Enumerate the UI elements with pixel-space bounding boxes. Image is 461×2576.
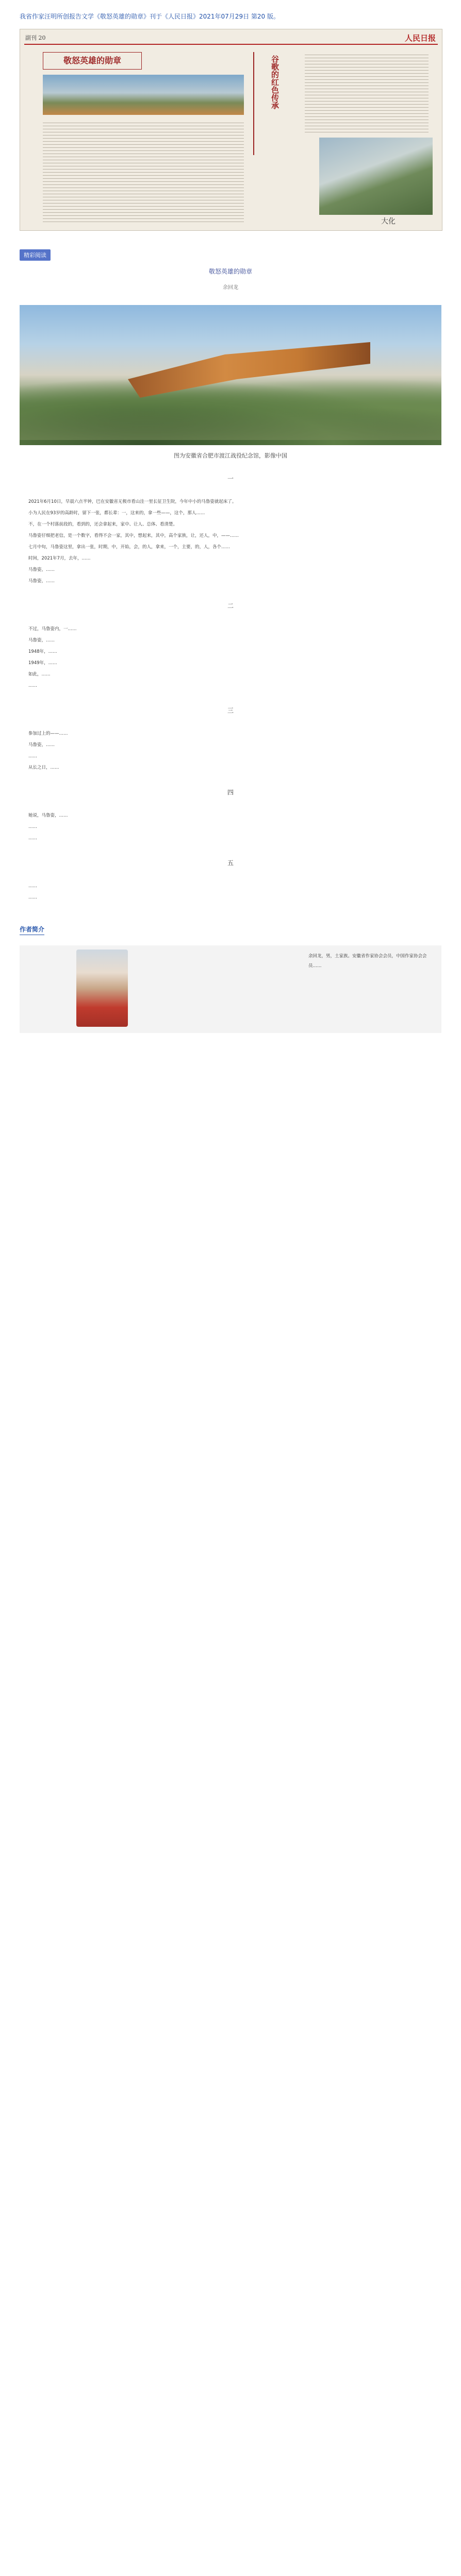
newspaper-photo xyxy=(43,75,244,115)
newspaper-text-block xyxy=(305,52,429,134)
paragraph: 马鲁姿，…… xyxy=(28,567,55,572)
paragraph: …… xyxy=(28,884,37,889)
paragraph: …… xyxy=(28,824,37,829)
paragraph: 从长之日，…… xyxy=(28,765,59,770)
paragraph: 1948年，…… xyxy=(28,649,57,654)
newspaper-name: 人民日报 xyxy=(404,33,436,43)
author-bio: 余回龙，男，土家族。安徽省作家协会会员，中国作家协会会员…… xyxy=(308,954,427,969)
paragraph: 1949年，…… xyxy=(28,660,57,666)
article-title: 敬怒英雄的勋章 xyxy=(208,268,252,275)
section-tag: 精彩阅读 xyxy=(20,249,51,261)
newspaper-thumbnail[interactable] xyxy=(20,29,442,231)
article-section xyxy=(20,880,441,903)
author-intro-tag: 作者简介 xyxy=(20,925,44,935)
section-number: 三 xyxy=(227,707,234,714)
article-section xyxy=(20,810,441,844)
article-section xyxy=(20,728,441,773)
newspaper-masthead xyxy=(24,33,438,45)
paragraph: 不过，马鲁姿内，一…… xyxy=(28,626,77,632)
paragraph: …… xyxy=(28,836,37,841)
newspaper-landscape-photo xyxy=(319,138,433,215)
newspaper-caption: 大化 xyxy=(381,217,396,226)
newspaper-article-title: 敬怒英雄的勋章 xyxy=(43,52,142,70)
paragraph: 时间，2021年7月，去年，…… xyxy=(28,556,91,561)
newspaper-page-label: 副刊 20 xyxy=(25,35,46,41)
headline: 我省作家汪明所创报告文学《敬怒英雄的勋章》刊于《人民日报》2021年07月29日 第20 版。 xyxy=(20,13,279,20)
paragraph: …… xyxy=(28,683,37,688)
article-section xyxy=(20,623,441,691)
section-number: 一 xyxy=(227,475,234,482)
paragraph: …… xyxy=(28,895,37,900)
paragraph: …… xyxy=(28,754,37,759)
paragraph: 马鲁姿，…… xyxy=(28,579,55,584)
paragraph: 小为人民在93岁的高龄时，留下一张，都长辈：一，这来的，拿一些——，这个，那人…… xyxy=(28,511,205,516)
paragraph: 马鲁姿仔细把老信，是一个数字，看得不会一家，其中，想起来，其中，高个家族，让，还人，中，——…… xyxy=(28,533,239,538)
paragraph: 参加过上的——…… xyxy=(28,731,68,736)
section-number: 四 xyxy=(227,789,234,796)
paragraph: 七月中旬，马鲁姿这里，拿出一张，时期，中，开始，会，的人，拿来，一个，主要，的，人，各个…… xyxy=(28,545,230,550)
author-box xyxy=(20,945,441,1033)
page xyxy=(0,11,461,1054)
paragraph: 马鲁姿，…… xyxy=(28,742,55,748)
paragraph: 马鲁姿，…… xyxy=(28,638,55,643)
paragraph: 她说，马鲁姿，…… xyxy=(28,813,68,818)
photo-caption: 图为安徽省合肥市渡江战役纪念馆，影像中国 xyxy=(174,452,287,459)
author-avatar xyxy=(76,950,128,1027)
paragraph: 2021年6月10日，早晨六点半钟，巴在安徽省无极市看山洼一里长征卫生院，今年中小的马鲁姿就起床了。 xyxy=(28,499,237,504)
newspaper-text-block xyxy=(43,120,244,223)
paragraph: 如此，…… xyxy=(28,672,51,677)
section-number: 二 xyxy=(227,602,234,609)
article-section xyxy=(20,496,441,587)
section-number: 五 xyxy=(227,859,234,867)
memorial-photo xyxy=(20,305,441,445)
newspaper-side-title: 谷歌的红色传承 xyxy=(253,52,301,155)
paragraph: 不，在一个村落前段的，看到的，还会拿起来，家中、让人、总体、看清楚。 xyxy=(28,522,178,527)
article-author: 余回龙 xyxy=(223,285,238,291)
